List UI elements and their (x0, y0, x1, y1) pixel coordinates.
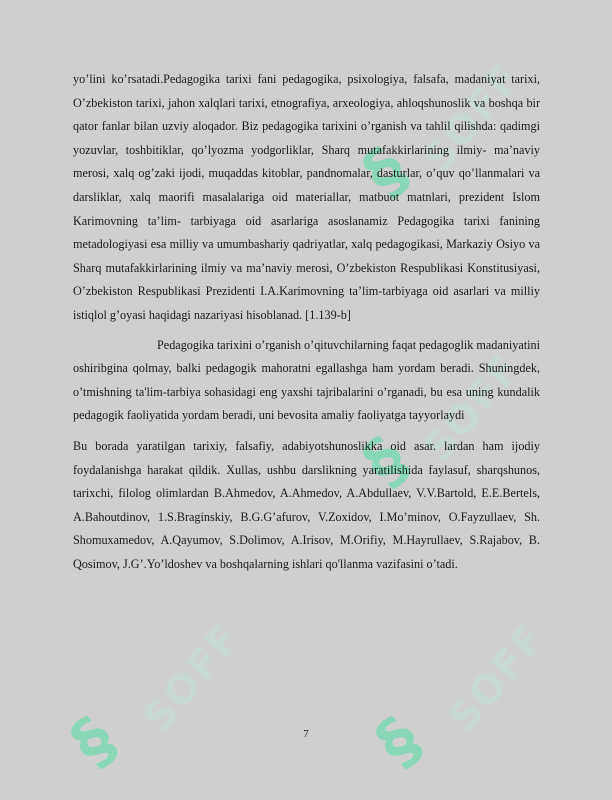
paragraph: Bu borada yaratilgan tarixiy, falsafiy, adabiyotshunoslikka oid asar. lardan ham ijodiy foydalanishga harakat qildik. Xullas, ushbu darslikning yaratilishida faylasuf, sharqshunos, tarixchi, filolog olimlardan B.Ahmedov, A.Ahmedov, A.Abdullaev, V.V.Bartold, E.E.Bertels, A.Bahoutdinov, 1.S.Braginskiy, B.G.G’afurov, V.Zoxidov, I.Mo’minov, O.Fayzullaev, Sh. Shomuxamedov, A.Qayumov, S.Dolimov, A.Irisov, M.Orifiy, M.Hayrullaev, S.Rajabov, B. Qosimov, J.G’.Yo’ldoshev va boshqalarning ishlari qo'llanma vazifasini o’tadi. (73, 438, 540, 571)
watermark-text: SOFF (414, 345, 531, 471)
paragraph: yo’lini ko’rsatadi.Pedagogika tarixi fani pedagogika, psixologiya, falsafa, madaniyat tarixi, O’zbekiston tarixi, jahon xalqlari tarixi, etnografiya, arxeologiya, ahloqshunoslik va boshqa bir qator fanlar bilan uzviy aloqador. Biz pedagogika tarixini o’rganish va tahlil qilishda: qadimgi yozuvlar, toshbitiklar, qo’lyozma yodgorliklar, Sharq mutafakkirlarining ilmiy- ma’naviy merosi, xalq og’zaki ijodi, muqaddas kitoblar, pandnomalar, dasturlar, o’quv qo’llanmalari va darsliklar, xalq maorifi masalalariga oid materiallar, matbuot matnlari, prezident Islom Karimovning ta’lim- tarbiyaga oid asarlariga asoslanamiz Pedagogika tarixi fanining metadologiyasi esa milliy va umumbashariy qadriyatlar, xalq pedagogikasi, Markaziy Osiyo va Sharq mutafakkirlarining ilmiy va ma’naviy merosi, O’zbekiston Respublikasi Konstitusiyasi, O’zbekiston Respublikasi Prezidenti I.A.Karimovning ta’lim-tarbiyaga oid asarlari va milliy istiqlol g’oyasi haqidagi nazariyasi hisoblanad. [1.139-b] (73, 72, 540, 322)
watermark-logo-icon: § (57, 703, 131, 781)
watermark-logo-icon: § (349, 133, 423, 211)
watermark-logo-icon: § (349, 423, 423, 501)
page-number: 7 (303, 728, 309, 740)
watermark-bottom-left (57, 610, 251, 800)
watermark-text: SOFF (134, 615, 251, 741)
body-text (73, 68, 540, 576)
watermark-text: SOFF (439, 615, 556, 741)
paragraph: Pedagogika tarixini o’rganish o’qituvchilarning faqat pedagoglik madaniyatini oshiribgina qolmay, balki pedagogik mahoratni egallashga ham yordam beradi. Shuningdek, o’tmishning ta'lim-tarbiya sohasidagi eng yaxshi tajribalarini o’rganadi, bu esa uning kundalik pedagogik faoliyatida yordam beradi, uni bevosita amaliy faoliyatga tayyorlaydi (73, 337, 540, 423)
watermark-text: SOFF (414, 55, 531, 181)
watermark-bottom-right (362, 610, 556, 800)
watermark-logo-icon: § (362, 703, 436, 781)
